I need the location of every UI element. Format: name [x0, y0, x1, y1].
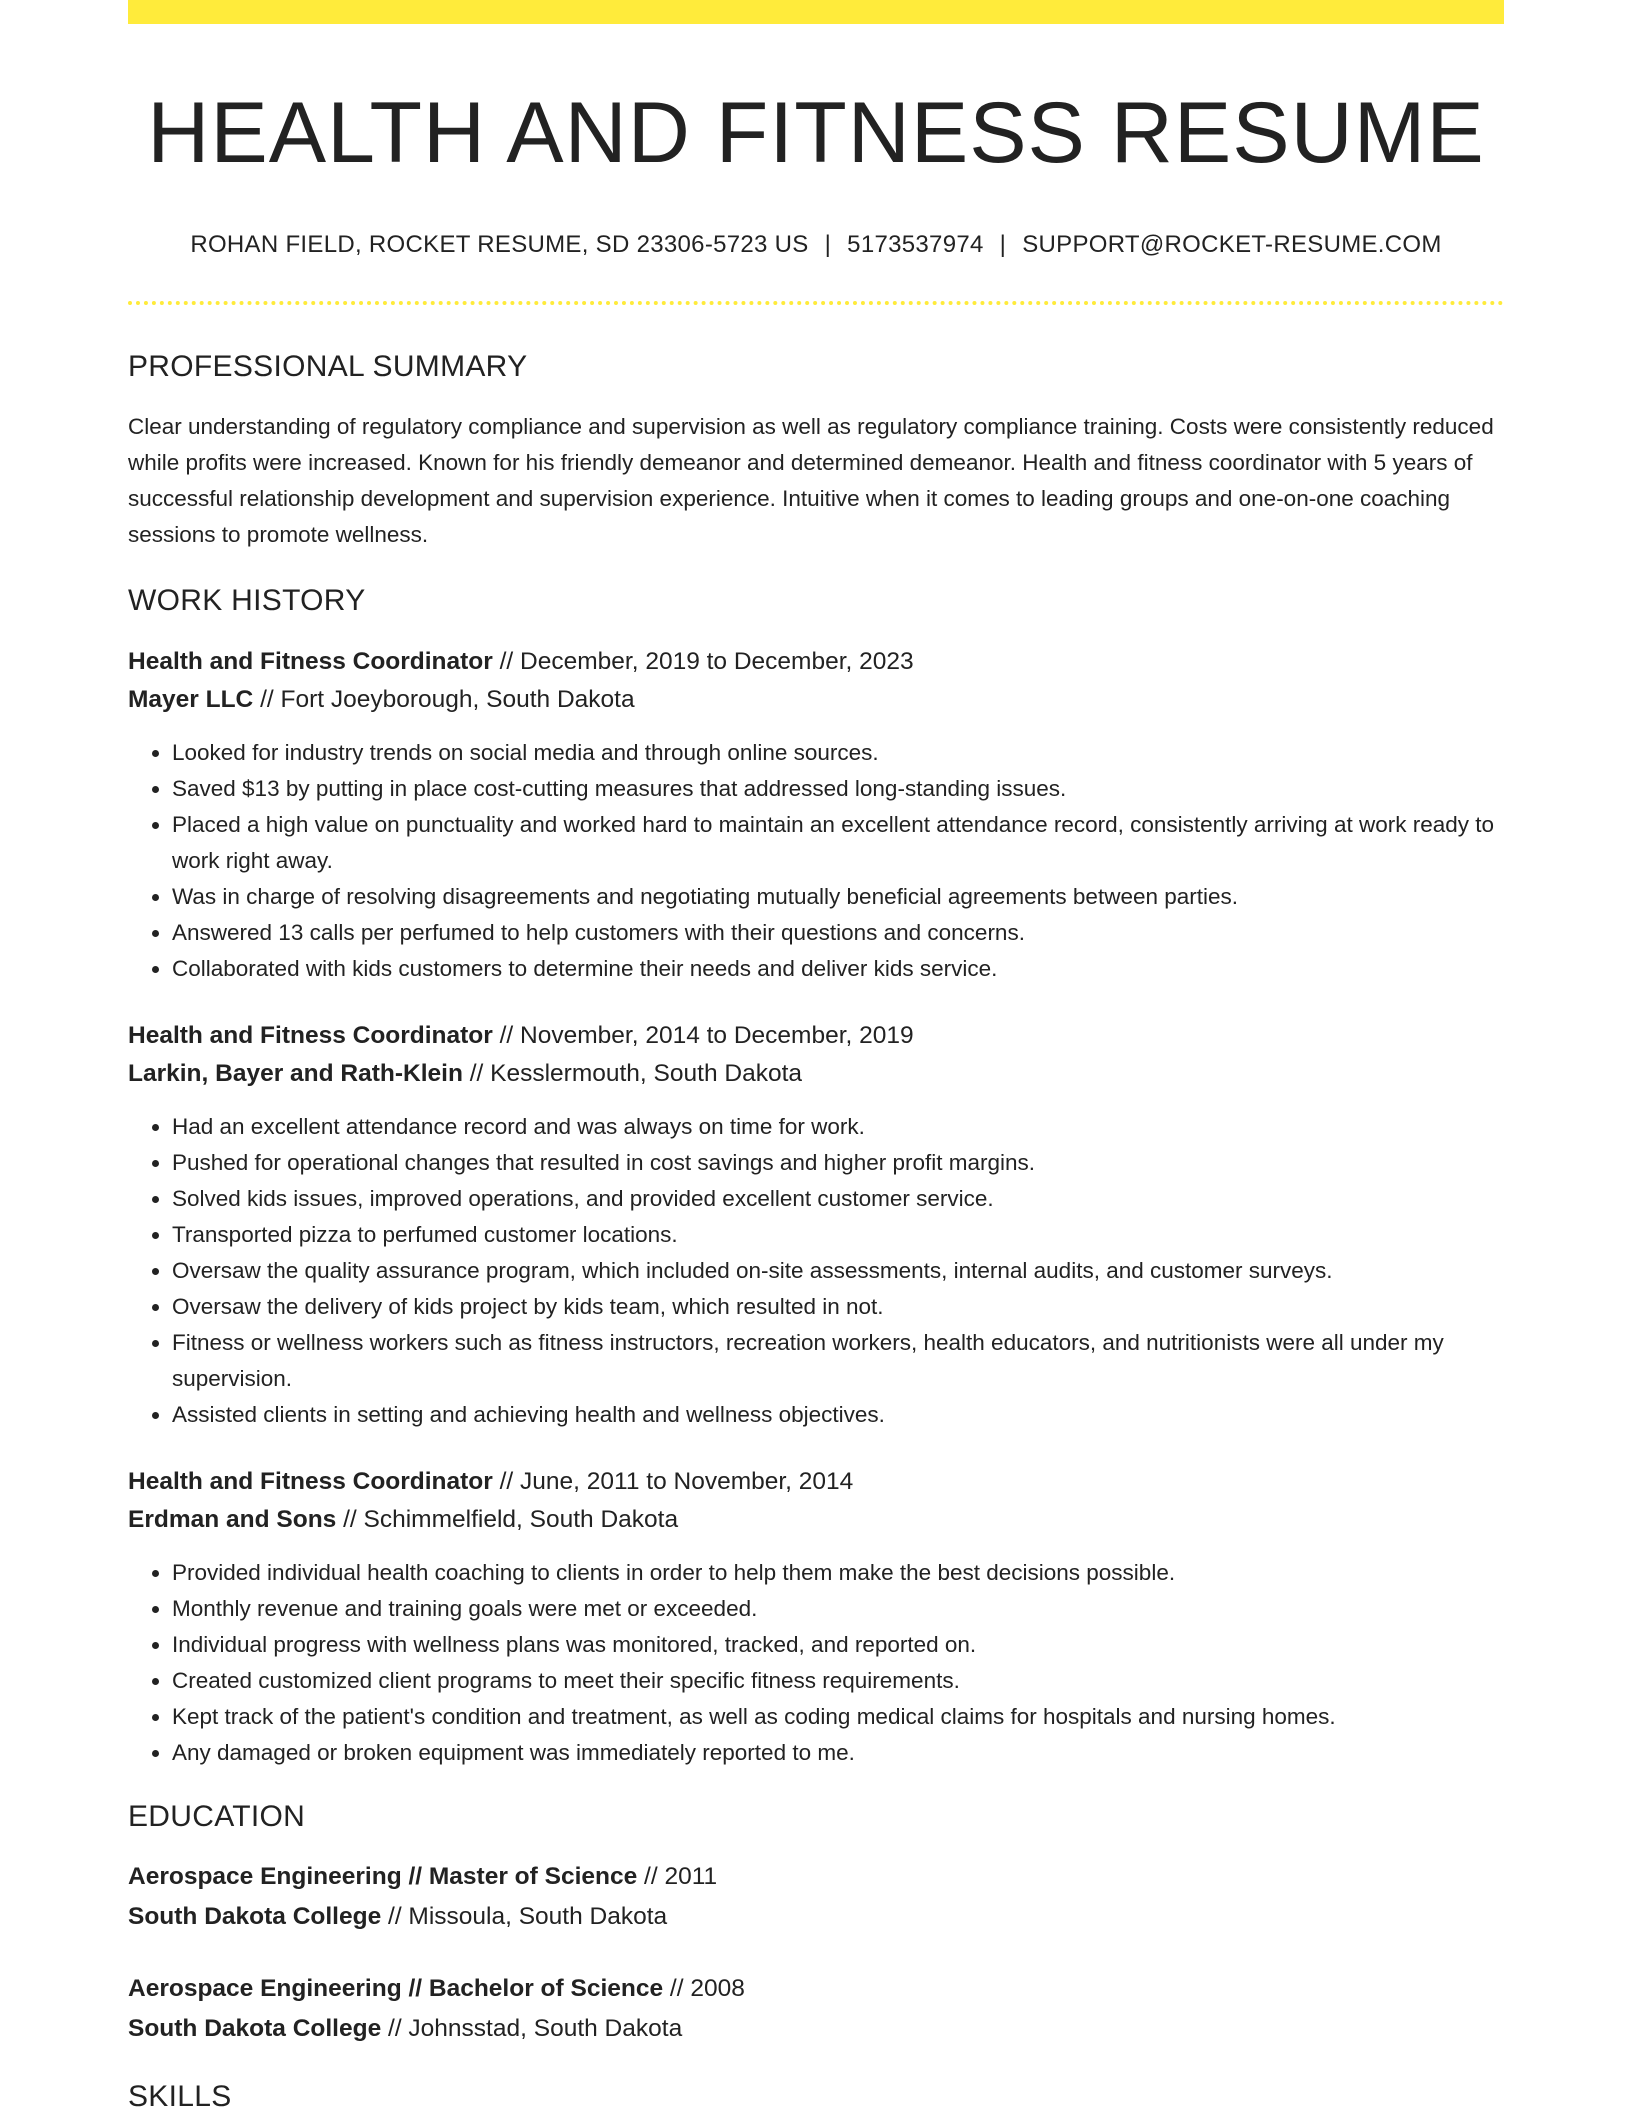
- job-entry: [128, 1463, 1504, 1771]
- job-bullet: • Assisted clients in setting and achieving health and wellness objectives.: [172, 1397, 1504, 1433]
- education-degree-line: [128, 1857, 1504, 1897]
- contact-email: SUPPORT@ROCKET-RESUME.COM: [1022, 231, 1442, 259]
- education-heading: EDUCATION: [128, 1800, 306, 1834]
- education-degree-line: [128, 1969, 1504, 2009]
- job-bullet: • Answered 13 calls per perfumed to help customers with their questions and concerns.: [172, 915, 1504, 951]
- contact-phone: 5173537974: [847, 231, 984, 259]
- job-company: Erdman and Sons: [128, 1506, 337, 1534]
- job-title: Health and Fitness Coordinator: [128, 1022, 493, 1050]
- job-bullet: • Kept track of the patient's condition and treatment, as well as coding medical claims for hospitals and nursing homes.: [172, 1699, 1504, 1735]
- job-location: // Schimmelfield, South Dakota: [336, 1506, 679, 1534]
- education-entry: [128, 1969, 1504, 2049]
- job-company: Larkin, Bayer and Rath-Klein: [128, 1060, 463, 1088]
- top-accent-bar: [128, 0, 1504, 24]
- education-list: [128, 1857, 1504, 2049]
- job-bullet: • Solved kids issues, improved operations, and provided excellent customer service.: [172, 1181, 1504, 1217]
- job-bullet: • Oversaw the quality assurance program, which included on-site assessments, internal audits, and customer surveys.: [172, 1253, 1504, 1289]
- work-history-heading: WORK HISTORY: [128, 584, 366, 618]
- job-bullets: [128, 735, 1504, 987]
- education-location: // Johnsstad, South Dakota: [381, 2015, 683, 2043]
- job-location: // Kesslermouth, South Dakota: [462, 1060, 803, 1088]
- job-bullet: • Placed a high value on punctuality and worked hard to maintain an excellent attendance record, consistently arriving at work ready to work right away.: [172, 807, 1504, 879]
- job-company-line: [128, 1055, 1504, 1093]
- job-bullet: • Provided individual health coaching to clients in order to help them make the best decisions possible.: [172, 1555, 1504, 1591]
- job-title-line: [128, 1463, 1504, 1501]
- job-dates: // November, 2014 to December, 2019: [492, 1022, 914, 1050]
- summary-heading: PROFESSIONAL SUMMARY: [128, 350, 528, 384]
- job-entry: [128, 643, 1504, 987]
- job-company: Mayer LLC: [128, 686, 254, 714]
- job-entry: [128, 1017, 1504, 1433]
- job-title: Health and Fitness Coordinator: [128, 1468, 493, 1496]
- job-dates: // December, 2019 to December, 2023: [492, 648, 914, 676]
- contact-line: [128, 229, 1504, 261]
- job-bullet: • Pushed for operational changes that resulted in cost savings and higher profit margins.: [172, 1145, 1504, 1181]
- contact-separator: |: [999, 231, 1007, 259]
- job-bullet: • Oversaw the delivery of kids project by kids team, which resulted in not.: [172, 1289, 1504, 1325]
- job-bullet: • Transported pizza to perfumed customer locations.: [172, 1217, 1504, 1253]
- job-bullet: • Any damaged or broken equipment was immediately reported to me.: [172, 1735, 1504, 1771]
- education-school: South Dakota College: [128, 2015, 382, 2043]
- summary-text: Clear understanding of regulatory compliance and supervision as well as regulatory compliance training. Costs were consistently reduced while profits were increased. Known for his friendly demeanor and determined demeanor. Health and fitness coordinator with 5 years of successful relationship development and supervision experience. Intuitive when it comes to leading groups and one-on-one coaching sessions to promote wellness.: [128, 414, 1494, 548]
- job-bullets: [128, 1555, 1504, 1771]
- education-school-line: [128, 1897, 1504, 1937]
- jobs-list: [128, 643, 1504, 1771]
- education-year: // 2011: [637, 1863, 718, 1891]
- contact-address: ROHAN FIELD, ROCKET RESUME, SD 23306-5723 US: [190, 231, 809, 259]
- job-bullet: • Had an excellent attendance record and was always on time for work.: [172, 1109, 1504, 1145]
- job-location: // Fort Joeyborough, South Dakota: [253, 686, 635, 714]
- education-degree: Aerospace Engineering // Bachelor of Science: [128, 1975, 664, 2003]
- job-bullet: • Looked for industry trends on social media and through online sources.: [172, 735, 1504, 771]
- dotted-divider: [128, 301, 1504, 305]
- education-school-line: [128, 2009, 1504, 2049]
- resume-page: [128, 0, 1504, 2112]
- resume-title: HEALTH AND FITNESS RESUME: [147, 85, 1485, 181]
- job-bullet: • Created customized client programs to meet their specific fitness requirements.: [172, 1663, 1504, 1699]
- education-school: South Dakota College: [128, 1903, 382, 1931]
- job-title-line: [128, 1017, 1504, 1055]
- job-title: Health and Fitness Coordinator: [128, 648, 493, 676]
- job-bullet: • Fitness or wellness workers such as fitness instructors, recreation workers, health educators, and nutritionists were all under my supervision.: [172, 1325, 1504, 1397]
- education-entry: [128, 1857, 1504, 1937]
- job-bullet: • Monthly revenue and training goals were met or exceeded.: [172, 1591, 1504, 1627]
- job-title-line: [128, 643, 1504, 681]
- job-bullet: • Collaborated with kids customers to determine their needs and deliver kids service.: [172, 951, 1504, 987]
- skills-heading: SKILLS: [128, 2080, 232, 2112]
- job-company-line: [128, 1501, 1504, 1539]
- education-year: // 2008: [663, 1975, 745, 2003]
- contact-separator: |: [824, 231, 832, 259]
- job-bullet: • Saved $13 by putting in place cost-cutting measures that addressed long-standing issues.: [172, 771, 1504, 807]
- job-dates: // June, 2011 to November, 2014: [492, 1468, 854, 1496]
- education-degree: Aerospace Engineering // Master of Science: [128, 1863, 638, 1891]
- education-location: // Missoula, South Dakota: [381, 1903, 668, 1931]
- job-bullet: • Individual progress with wellness plans was monitored, tracked, and reported on.: [172, 1627, 1504, 1663]
- job-company-line: [128, 681, 1504, 719]
- job-bullets: [128, 1109, 1504, 1433]
- job-bullet: • Was in charge of resolving disagreements and negotiating mutually beneficial agreements between parties.: [172, 879, 1504, 915]
